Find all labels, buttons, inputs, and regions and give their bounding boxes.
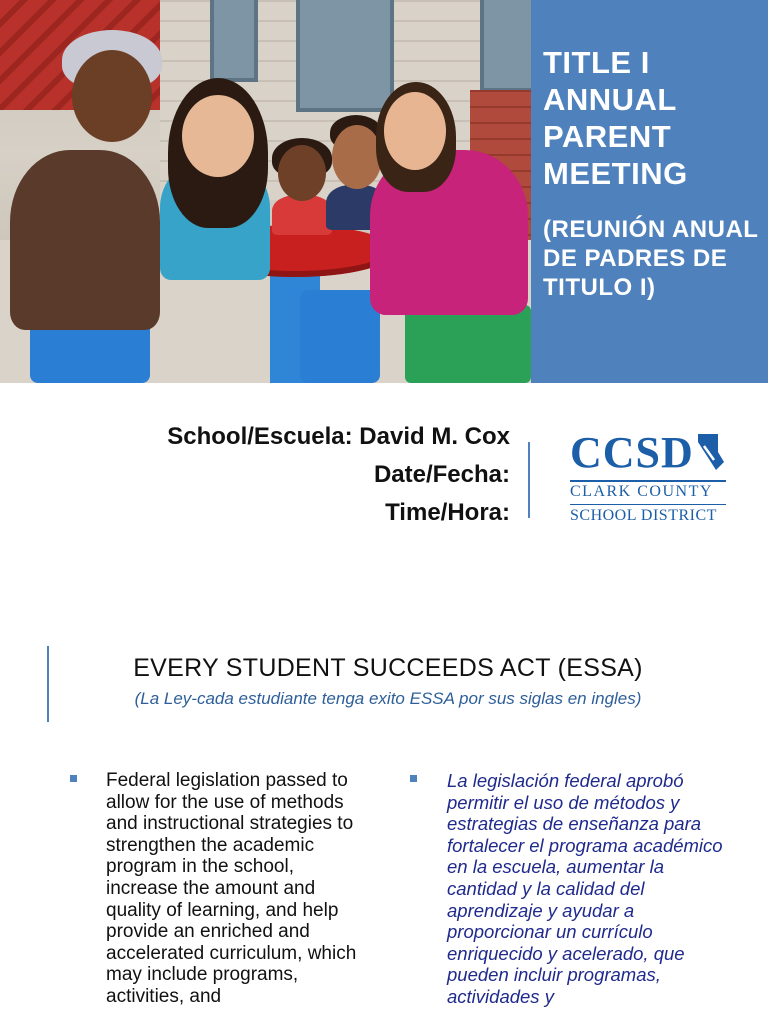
logo-divider xyxy=(570,504,726,505)
vertical-divider xyxy=(528,442,530,518)
children-photo xyxy=(0,0,531,383)
bullet-marker xyxy=(70,775,77,782)
meeting-info xyxy=(60,418,510,532)
essa-subtitle: (La Ley-cada estudiante tenga exito ESSA por sus siglas en ingles) xyxy=(134,689,642,708)
nevada-state-icon xyxy=(696,432,726,472)
logo-wordmark: CCSD xyxy=(570,428,694,477)
photo-green-chair xyxy=(405,305,531,383)
english-paragraph: Federal legislation passed to allow for the use of methods and instructional strategies to strengthen the academic program in the school, increase the amount and quality of learning, and help provide an enriched and accelerated curriculum, which may include programs, activities, and xyxy=(106,770,357,1007)
photo-chair xyxy=(300,290,380,383)
photo-window xyxy=(296,0,394,112)
photo-window xyxy=(210,0,258,82)
essa-title: EVERY STUDENT SUCCEEDS ACT (ESSA) xyxy=(133,654,643,682)
date-line: Date/Fecha: xyxy=(373,461,510,488)
time-line: Time/Hora: xyxy=(385,499,510,526)
slide-title: TITLE I ANNUAL PARENT MEETING xyxy=(543,45,688,191)
bullet-marker xyxy=(410,775,417,782)
spanish-paragraph: La legislación federal aprobó permitir el uso de métodos y estrategias de enseñanza para fortalecer el programa académico en la escuela, aumentar la cantidad y la calidad del aprendizaje y ayudar a proporcionar un currículo enriquecido y acelerado, que pueden incluir programas, actividades y xyxy=(447,770,723,1007)
slide-subtitle: (REUNIÓN ANUAL DE PADRES DE TITULO I) xyxy=(543,216,758,301)
school-line: School/Escuela: David M. Cox xyxy=(167,423,510,450)
ccsd-logo xyxy=(566,428,732,526)
logo-county-text: CLARK COUNTY xyxy=(570,483,713,500)
photo-window xyxy=(480,0,531,92)
logo-district-text: SCHOOL DISTRICT xyxy=(570,507,717,524)
